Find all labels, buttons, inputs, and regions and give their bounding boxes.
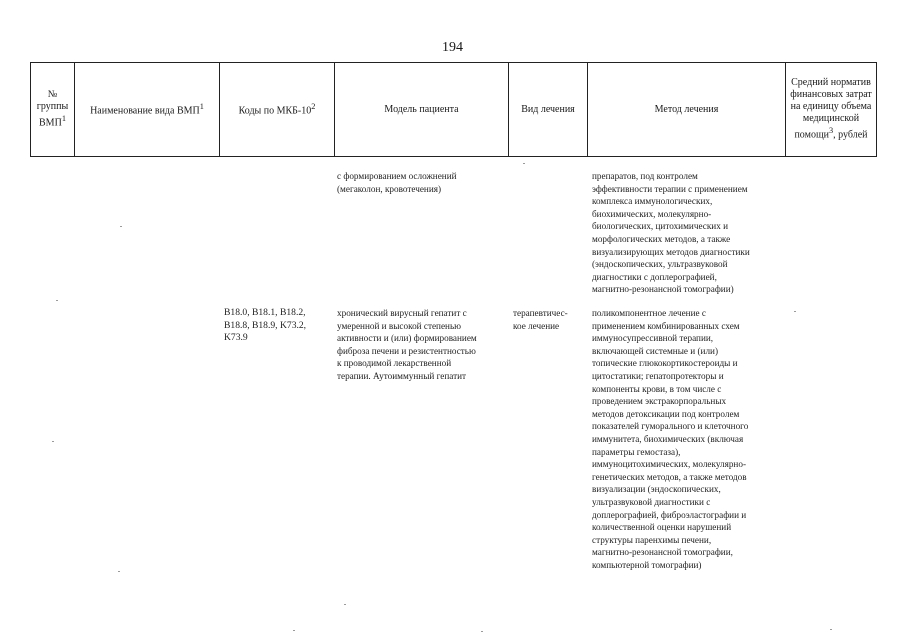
header-group-number [31,63,75,157]
header-patient-model: Модель пациента [335,63,509,157]
scan-speck [523,163,525,164]
header-vmp-name: Наименование вида ВМП$^1$ [75,63,220,157]
row1-treatment-method: препаратов, под контролем эффективности терапии с применением комплекса иммунологических, биохимических, молекулярно- биологических, цитохимических и морфологических методов, а также визуализирующих методов диагностики (эндоскопических, ультразвуковой диагностики с доплерографией, магнитно-резонансной томографии) [592,171,750,295]
row2-treatment-type: терапевтичес- кое лечение [513,308,568,331]
row2-icd-codes: B18.0, B18.1, B18.2, B18.8, B18.9, K73.2, K73.9 [224,307,307,344]
scan-speck [120,226,122,227]
header-number-sign: № [47,89,58,101]
row2-treatment-method: поликомпонентное лечение с применением комбинированных схем иммуносупрессивной терапии, включающей системные и (или) топические глюкокортикостероиды и цитостатики; гепатопротекторы и компоненты крови, в том числе с проведением экстракорпоральных методов детоксикации под контролем показателей гуморального и клеточного иммунитета, биохимических (включая параметры гемостаза), иммуноцитохимических, молекулярно- генетических методов, а также методов визуализации (эндоскопических, ультразвуковой диагностики с доплерографией, фиброэластографии и количественной оценки нарушений структуры паренхимы печени, магнитно-резонансной томографии, компьютерной томографии) [592,308,749,570]
header-cost-standard: Средний норматив финансовых затрат на единицу объема медицинской помощи$^3$, рублей [786,63,877,157]
scan-speck [344,604,346,605]
header-treatment-type: Вид лечения [509,63,588,157]
scan-speck [118,571,120,572]
footnote-marker: 3 [829,126,834,136]
header-group-label: группы ВМП [36,101,69,129]
row2-patient-model: хронический вирусный гепатит с умеренной и высокой степенью активности и (или) формированием фиброза печени и резистентностью к проводимой лекарственной терапии. Аутоиммунный гепатит [337,308,477,381]
footnote-marker: 1 [61,114,66,124]
footnote-marker: 1 [199,102,204,112]
header-icd-codes: Коды по МКБ-$10^2$ [220,63,335,157]
scan-speck [481,631,483,632]
page-number: 194 [442,40,463,55]
scan-speck [794,311,796,312]
scan-speck [52,441,54,442]
row1-patient-model: с формированием осложнений (мегаколон, кровотечения) [337,171,457,194]
scan-speck [56,300,58,301]
scan-speck [830,629,832,630]
footnote-marker: 2 [311,102,316,112]
scan-speck [293,630,295,631]
header-treatment-method: Метод лечения [588,63,786,157]
table-header [30,62,877,157]
